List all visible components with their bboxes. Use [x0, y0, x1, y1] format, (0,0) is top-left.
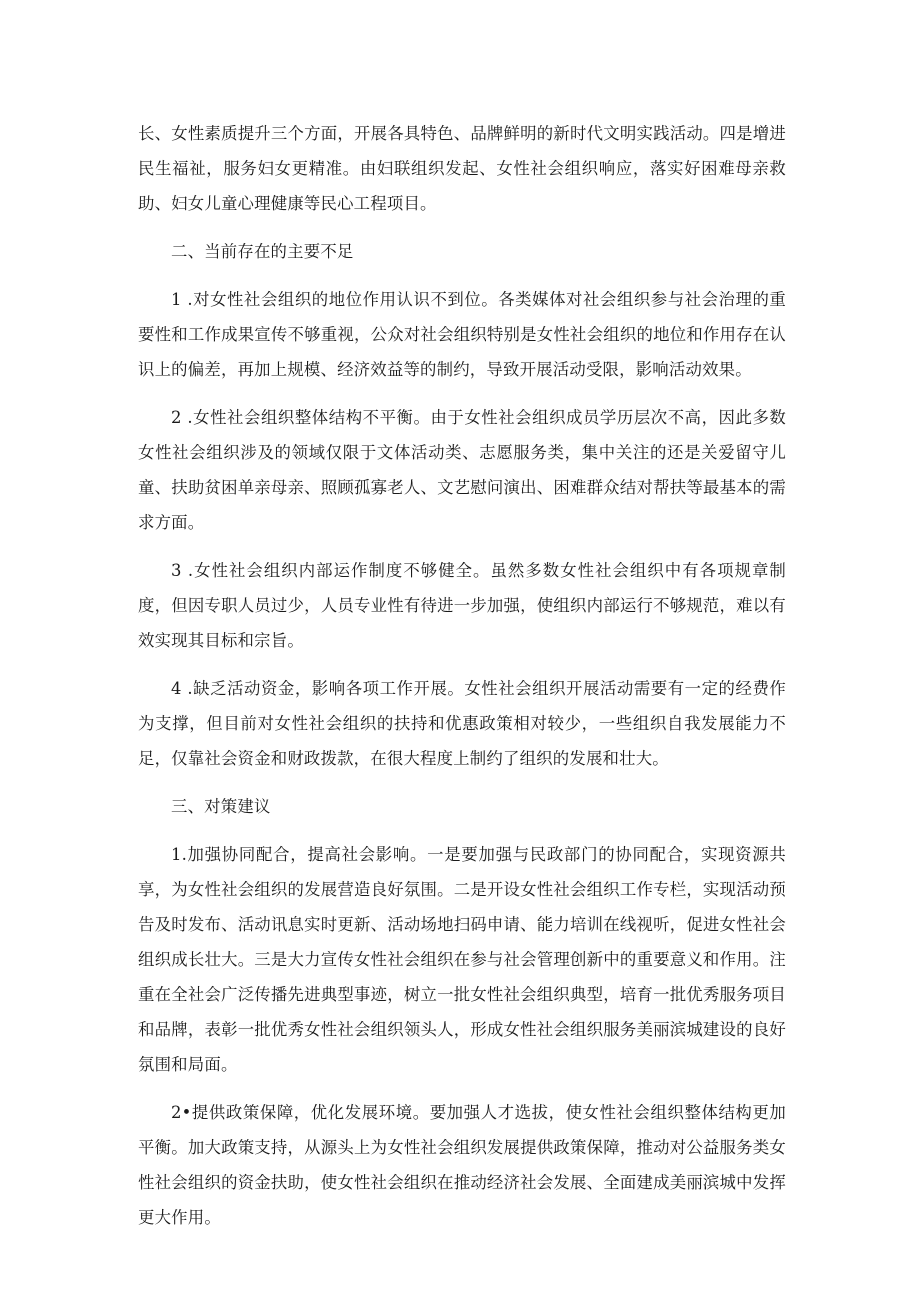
section-two-item-3: 3 .女性社会组织内部运作制度不够健全。虽然多数女性社会组织中有各项规章制度，但因专职人员过少，人员专业性有待进一步加强，使组织内部运行不够规范，难以有效实现其目标和宗旨。 — [138, 561, 786, 650]
section-two-item-4: 4 .缺乏活动资金，影响各项工作开展。女性社会组织开展活动需要有一定的经费作为支撑，但目前对女性社会组织的扶持和优惠政策相对较少，一些组织自我发展能力不足，仅靠社会资金和财政拨款，在很大程度上制约了组织的发展和壮大。 — [138, 679, 786, 768]
spacer — [138, 776, 786, 789]
spacer — [138, 540, 786, 553]
spacer — [138, 658, 786, 671]
section-two-item-2: 2 .女性社会组织整体结构不平衡。由于女性社会组织成员学历层次不高，因此多数女性社会组织涉及的领域仅限于文体活动类、志愿服务类，集中关注的还是关爱留守儿童、扶助贫困单亲母亲、照顾孤寡老人、文艺慰问演出、困难群众结对帮扶等最基本的需求方面。 — [138, 408, 786, 532]
spacer — [138, 387, 786, 400]
spacer — [138, 269, 786, 282]
section-three-heading: 三、对策建议 — [171, 797, 271, 816]
section-three-item-2: 2•提供政策保障，优化发展环境。要加强人才选拔，使女性社会组织整体结构更加平衡。加大政策支持，从源头上为女性社会组织发展提供政策保障，推动对公益服务类女性社会组织的资金扶助，使女性社会组织在推动经济社会发展、全面建成美丽滨城中发挥更大作用。 — [138, 1103, 786, 1227]
intro-paragraph: 长、女性素质提升三个方面，开展各具特色、品牌鲜明的新时代文明实践活动。四是增进民生福祉，服务妇女更精准。由妇联组织发起、女性社会组织响应，落实好困难母亲救助、妇女儿童心理健康等民心工程项目。 — [138, 124, 786, 213]
section-three-item-1: 1.加强协同配合，提高社会影响。一是要加强与民政部门的协同配合，实现资源共享，为女性社会组织的发展营造良好氛围。二是开设女性社会组织工作专栏，实现活动预告及时发布、活动讯息实时更新、活动场地扫码申请、能力培训在线视听，促进女性社会组织成长壮大。三是大力宣传女性社会组织在参与社会管理创新中的重要意义和作用。注重在全社会广泛传播先进典型事迹，树立一批女性社会组织典型，培育一批优秀服务项目和品牌，表彰一批优秀女性社会组织领头人，形成女性社会组织服务美丽滨城建设的良好氛围和局面。 — [138, 845, 786, 1074]
section-two-heading: 二、当前存在的主要不足 — [171, 242, 354, 261]
spacer — [138, 221, 786, 234]
document-page — [138, 116, 786, 1235]
spacer — [138, 1082, 786, 1095]
section-two-item-1: 1 .对女性社会组织的地位作用认识不到位。各类媒体对社会组织参与社会治理的重要性和工作成果宣传不够重视，公众对社会组织特别是女性社会组织的地位和作用存在认识上的偏差，再加上规模、经济效益等的制约，导致开展活动受限，影响活动效果。 — [138, 290, 786, 379]
spacer — [138, 824, 786, 837]
